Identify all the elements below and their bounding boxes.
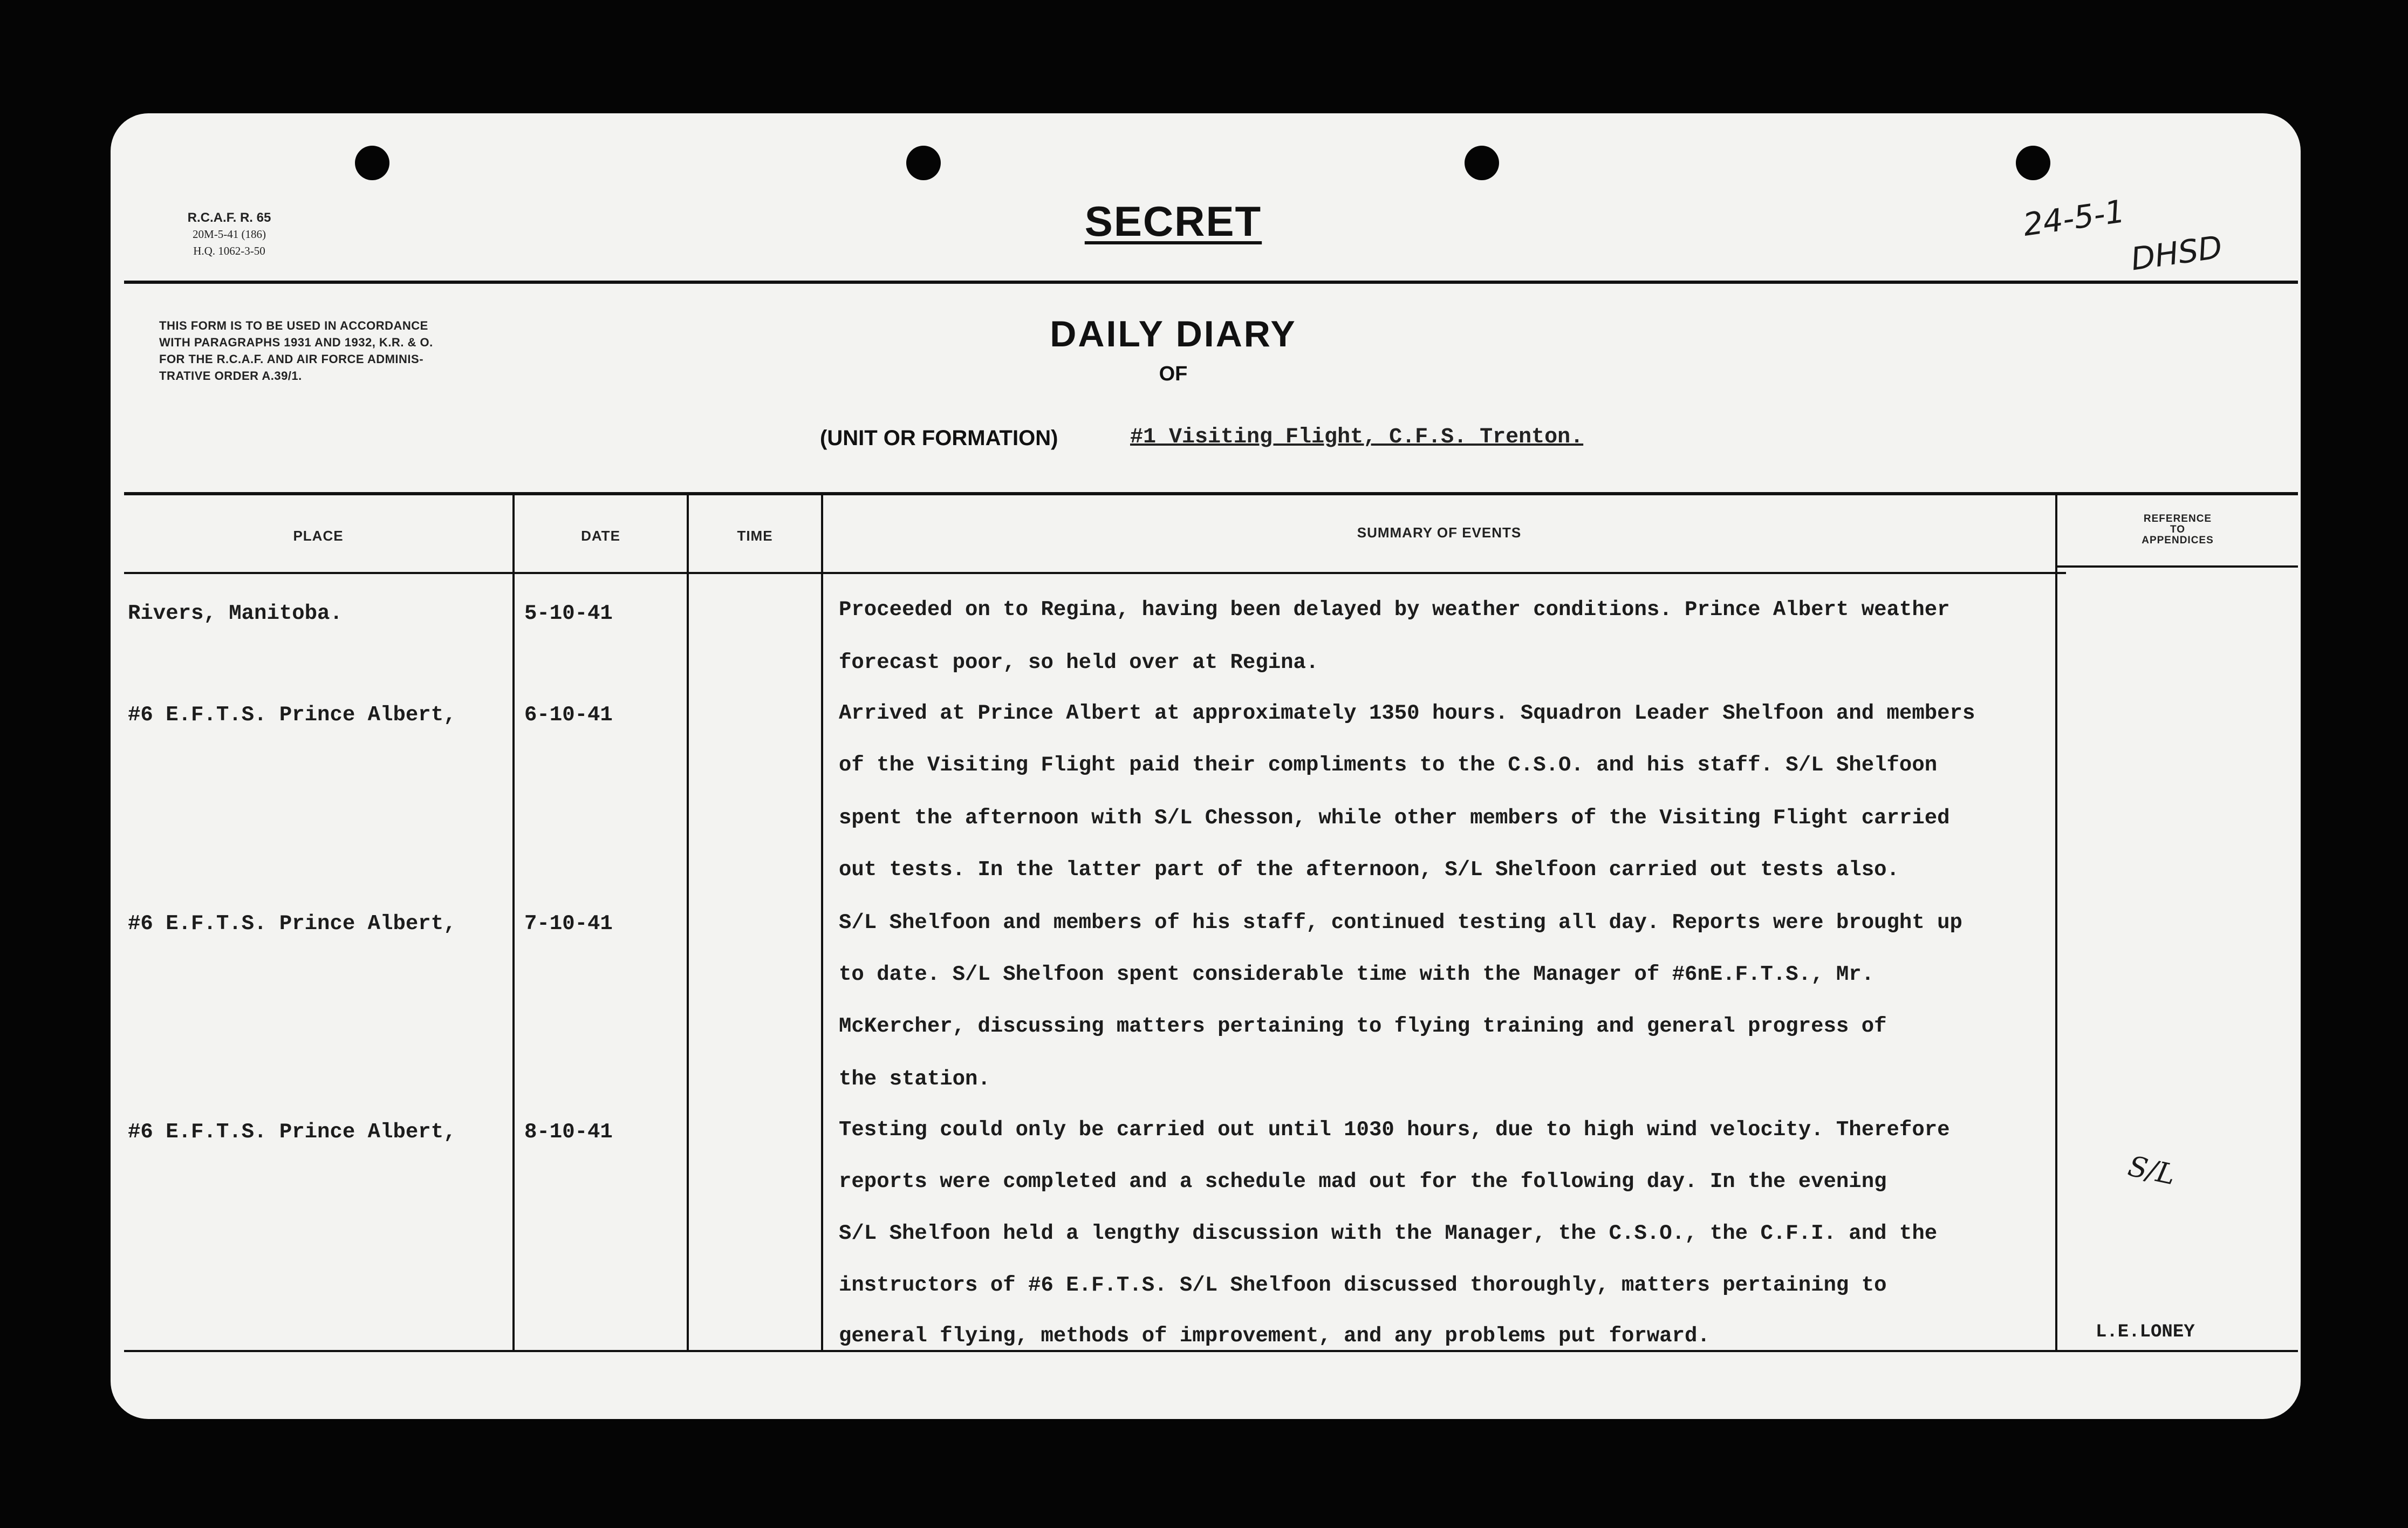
entry-summary-line: Testing could only be carried out until 1030 hours, due to high wind velocity. Therefore xyxy=(839,1118,1950,1142)
ref-header-bottom-rule xyxy=(2055,565,2298,568)
entry-place: #6 E.F.T.S. Prince Albert, xyxy=(128,703,456,727)
reference-header-line: REFERENCE xyxy=(2143,513,2212,524)
entry-date: 7-10-41 xyxy=(524,912,613,936)
unit-label: (UNIT OR FORMATION) xyxy=(820,426,1058,450)
entry-place: Rivers, Manitoba. xyxy=(128,602,343,625)
form-id-line: 20M-5-41 (186) xyxy=(193,228,266,241)
column-header-date: DATE xyxy=(581,528,620,544)
form-instructions xyxy=(159,317,569,384)
form-id-line: R.C.A.F. R. 65 xyxy=(187,210,271,225)
entry-summary-line: Arrived at Prince Albert at approximately 1350 hours. Squadron Leader Shelfoon and members xyxy=(839,701,1975,725)
entry-summary-line: of the Visiting Flight paid their compliments to the C.S.O. and his staff. S/L Shelfoon xyxy=(839,753,1938,777)
entry-summary-line: forecast poor, so held over at Regina. xyxy=(839,651,1319,674)
signature-block: L.E.LONEY xyxy=(2096,1322,2195,1342)
reference-header-line: APPENDICES xyxy=(2142,535,2214,546)
unit-value: #1 Visiting Flight, C.F.S. Trenton. xyxy=(1130,425,1584,449)
instruction-line: WITH PARAGRAPHS 1931 AND 1932, K.R. & O. xyxy=(159,336,433,349)
column-header-summary: SUMMARY OF EVENTS xyxy=(1357,524,1522,541)
column-divider xyxy=(687,495,689,1350)
instruction-line: TRATIVE ORDER A.39/1. xyxy=(159,369,302,383)
initials-handwritten: S/L xyxy=(2125,1150,2178,1192)
diary-title: DAILY DIARY xyxy=(1050,313,1297,354)
entry-place: #6 E.F.T.S. Prince Albert, xyxy=(128,912,456,936)
table-bottom-rule xyxy=(124,1350,2298,1352)
instruction-line: FOR THE R.C.A.F. AND AIR FORCE ADMINIS- xyxy=(159,352,424,366)
binder-hole xyxy=(1465,146,1499,180)
header-rule xyxy=(124,281,2298,284)
column-divider xyxy=(2055,495,2057,1350)
form-id-line: H.Q. 1062-3-50 xyxy=(193,244,265,257)
entry-date: 5-10-41 xyxy=(524,602,613,625)
entry-date: 6-10-41 xyxy=(524,703,613,727)
entry-summary-line: Proceeded on to Regina, having been delayed by weather conditions. Prince Albert weather xyxy=(839,598,1950,622)
entry-date: 8-10-41 xyxy=(524,1120,613,1144)
entry-summary-line: S/L Shelfoon held a lengthy discussion with the Manager, the C.S.O., the C.F.I. and the xyxy=(839,1222,1938,1245)
binder-hole xyxy=(2016,146,2050,180)
file-reference-handwritten: 24-5-1 xyxy=(2021,193,2127,243)
dhist-handwritten: DHSD xyxy=(2129,228,2225,278)
reference-header-line: TO xyxy=(2170,524,2186,535)
entry-summary-line: instructors of #6 E.F.T.S. S/L Shelfoon discussed thoroughly, matters pertaining to xyxy=(839,1273,1887,1297)
form-id xyxy=(156,209,302,260)
column-header-place: PLACE xyxy=(293,528,344,544)
classification-stamp: SECRET xyxy=(1084,197,1262,245)
entry-summary-line: reports were completed and a schedule mad out for the following day. In the evening xyxy=(839,1170,1887,1193)
header-bottom-rule xyxy=(124,572,2066,574)
entry-summary-line: out tests. In the latter part of the afternoon, S/L Shelfoon carried out tests also. xyxy=(839,858,1899,882)
table-top-rule xyxy=(124,492,2298,495)
column-divider xyxy=(821,495,823,1350)
column-header-reference xyxy=(2057,514,2298,546)
diary-sheet xyxy=(111,113,2301,1419)
entry-summary-line: general flying, methods of improvement, and any problems put forward. xyxy=(839,1324,1710,1348)
column-header-time: TIME xyxy=(737,528,773,544)
entry-summary-line: the station. xyxy=(839,1067,990,1091)
binder-hole xyxy=(355,146,389,180)
entry-place: #6 E.F.T.S. Prince Albert, xyxy=(128,1120,456,1144)
column-divider xyxy=(512,495,515,1350)
entry-summary-line: S/L Shelfoon and members of his staff, continued testing all day. Reports were brought up xyxy=(839,911,1962,934)
binder-hole xyxy=(906,146,941,180)
entry-summary-line: McKercher, discussing matters pertaining to flying training and general progress of xyxy=(839,1014,1887,1038)
entry-summary-line: to date. S/L Shelfoon spent considerable time with the Manager of #6nE.F.T.S., Mr. xyxy=(839,963,1875,986)
diary-of: OF xyxy=(1159,363,1188,385)
entry-summary-line: spent the afternoon with S/L Chesson, while other members of the Visiting Flight carried xyxy=(839,806,1950,830)
instruction-line: THIS FORM IS TO BE USED IN ACCORDANCE xyxy=(159,319,428,332)
